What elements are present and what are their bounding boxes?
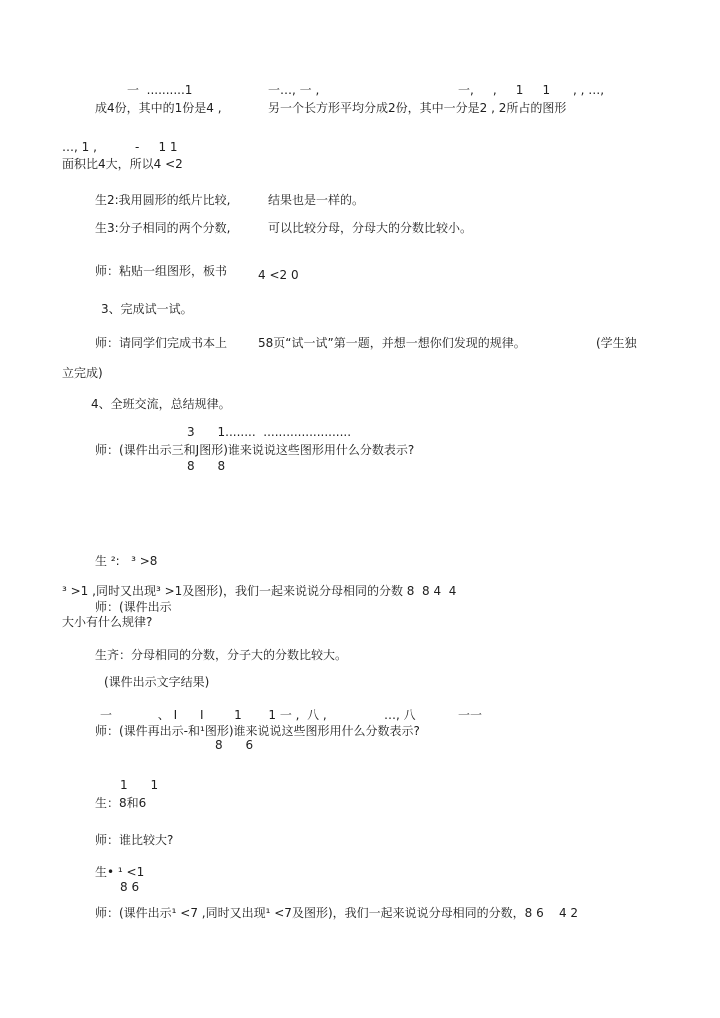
- fraction-denominators: 8 6: [215, 738, 254, 752]
- text-line: 生：8和6: [95, 796, 147, 810]
- section-heading: 4、全班交流，总结规律。: [91, 397, 231, 411]
- text-line: 生 ²: ³ >8: [95, 554, 158, 568]
- fraction-denominators: 8 6: [120, 880, 140, 894]
- fraction-row-1a: 一 ..........1: [127, 83, 193, 97]
- text-line: 可以比较分母，分母大的分数比较小。: [268, 221, 473, 235]
- fraction-denominators: 8 8: [187, 459, 226, 473]
- text-line: 另一个长方形平均分成2份，其中一分是2 , 2所占的图形: [268, 101, 567, 115]
- text-line: 师：粘贴一组图形，板书: [95, 264, 228, 278]
- fraction-numerators: 1 1: [120, 778, 159, 792]
- text-line: 生• ¹ <1: [95, 865, 145, 879]
- fraction-row-1b: 一…, 一 ,: [268, 83, 320, 97]
- fraction-row-2: …, 1 , - 1 1: [62, 140, 178, 154]
- text-line: 生2:我用圆形的纸片比较,: [95, 193, 231, 207]
- text-line: 师：谁比较大?: [95, 833, 174, 847]
- fraction-row-3b: …, 八: [384, 708, 416, 722]
- text-line: 成4份，其中的1份是4 ,: [95, 101, 222, 115]
- text-line: 生3:分子相同的两个分数,: [95, 221, 231, 235]
- fraction-row-3c: 一一: [458, 708, 483, 722]
- text-line: ³ >1 ,同时又出现³ >1及图形)，我们一起来说说分母相同的分数 8 8 4 4: [62, 584, 457, 598]
- text-line: 大小有什么规律?: [62, 615, 153, 629]
- text-line: 师：(课件再出示-和¹图形)谁来说说这些图形用什么分数表示?: [95, 724, 420, 738]
- fraction-numerators: 3 1........ .......................: [187, 425, 352, 439]
- text-line: 58页“试一试”第一题，并想一想你们发现的规律。: [258, 336, 526, 350]
- text-line: 立完成): [62, 366, 103, 380]
- fraction-row-1c: 一, , 1 1 , , …,: [458, 83, 605, 97]
- text-line: (学生独: [596, 336, 637, 350]
- fraction-row-3a: 一 、 I I 1 1 一 , 八 ,: [100, 708, 327, 722]
- text-line: 结果也是一样的。: [268, 193, 365, 207]
- inequality: 4 <2 0: [258, 268, 299, 282]
- text-line: 师：(课件出示三和J图形)谁来说说这些图形用什么分数表示?: [95, 443, 415, 457]
- text-line: (课件出示文字结果): [104, 675, 210, 689]
- text-line: 师：(课件出示¹ <7 ,同时又出现¹ <7及图形)，我们一起来说说分母相同的分数，8 6 4 2: [95, 906, 579, 920]
- text-line: 生齐：分母相同的分数，分子大的分数比较大。: [95, 648, 348, 662]
- text-line: 师：(课件出示: [95, 600, 172, 614]
- section-heading: 3、完成试一试。: [101, 302, 193, 316]
- text-line: 师：请同学们完成书本上: [95, 336, 228, 350]
- text-line: 面积比4大，所以4 <2: [62, 157, 183, 171]
